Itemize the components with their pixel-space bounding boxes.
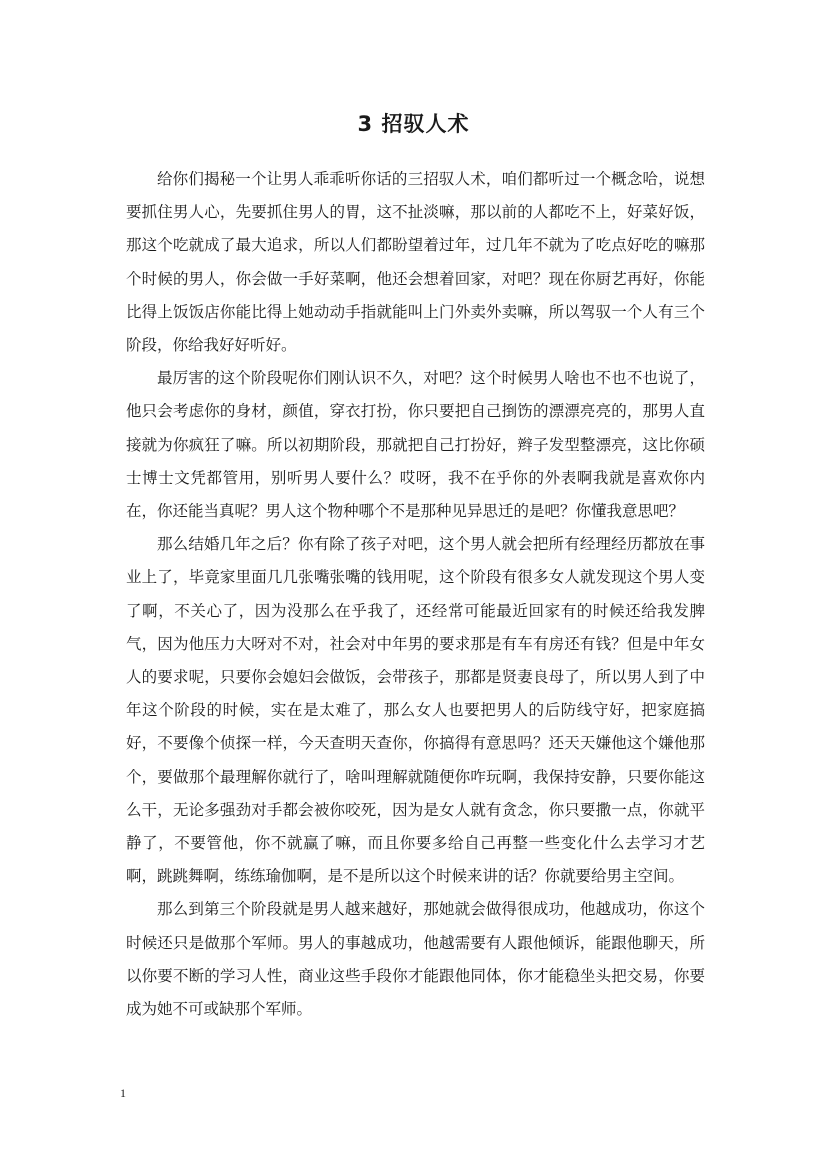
paragraph-4: 那么到第三个阶段就是男人越来越好，那她就会做得很成功，他越成功，你这个时候还只是做那个军师。男人的事越成功，他越需要有人跟他倾诉，能跟他聊天，所以你要不断的学习人性，商业这些手段你才能跟他同体，你才能稳坐头把交易，你要成为她不可或缺那个军师。 xyxy=(126,900,705,1019)
paragraph-2: 最厉害的这个阶段呢你们刚认识不久，对吧？这个时候男人啥也不也不也说了，他只会考虑你的身材，颜值，穿衣打扮，你只要把自己捯饬的漂漂亮亮的，那男人直接就为你疯狂了嘛。所以初期阶段，那就把自己打扮好，辫子发型整漂亮，这比你硕士博士文凭都管用，别听男人要什么？哎呀，我不在乎你的外表啊我就是喜欢你内在，你还能当真呢？男人这个物种哪个不是那种见异思迁的是吧？你懂我意思吧？ xyxy=(126,369,705,521)
paragraph-3: 那么结婚几年之后？你有除了孩子对吧，这个男人就会把所有经理经历都放在事业上了，毕竟家里面几几张嘴张嘴的钱用呢，这个阶段有很多女人就发现这个男人变了啊，不关心了，因为没那么在乎我了，还经常可能最近回家有的时候还给我发脾气，因为他压力大呀对不对，社会对中年男的要求那是有车有房还有钱？但是中年女人的要求呢，只要你会媳妇会做饭，会带孩子，那都是贤妻良母了，所以男人到了中年这个阶段的时候，实在是太难了，那么女人也要把男人的后防线守好，把家庭搞好，不要像个侦探一样，今天查明天查你，你搞得有意思吗？还天天嫌他这个嫌他那个，要做那个最理解你就行了，啥叫理解就随便你咋玩啊，我保持安静，只要你能这么干，无论多强劲对手都会被你咬死，因为是女人就有贪念，你只要撒一点，你就平静了，不要管他，你不就赢了嘛，而且你要多给自己再整一些变化什么去学习才艺啊，跳跳舞啊，练练瑜伽啊，是不是所以这个时候来讲的话？你就要给男主空间。 xyxy=(126,535,705,886)
paragraph-1: 给你们揭秘一个让男人乖乖听你话的三招驭人术，咱们都听过一个概念哈，说想要抓住男人心，先要抓住男人的胃，这不扯淡嘛，那以前的人都吃不上，好菜好饭，那这个吃就成了最大追求，所以人们都盼望着过年，过几年不就为了吃点好吃的嘛那个时候的男人，你会做一手好菜啊，他还会想着回家，对吧？现在你厨艺再好，你能比得上饭饭店你能比得上她动动手指就能叫上门外卖外卖嘛，所以驾驭一个人有三个阶段，你给我好好听好。 xyxy=(126,170,705,355)
document-body xyxy=(126,163,705,1026)
page-number: 1 xyxy=(120,1086,126,1100)
document-title: 3 招驭人术 xyxy=(357,112,470,136)
